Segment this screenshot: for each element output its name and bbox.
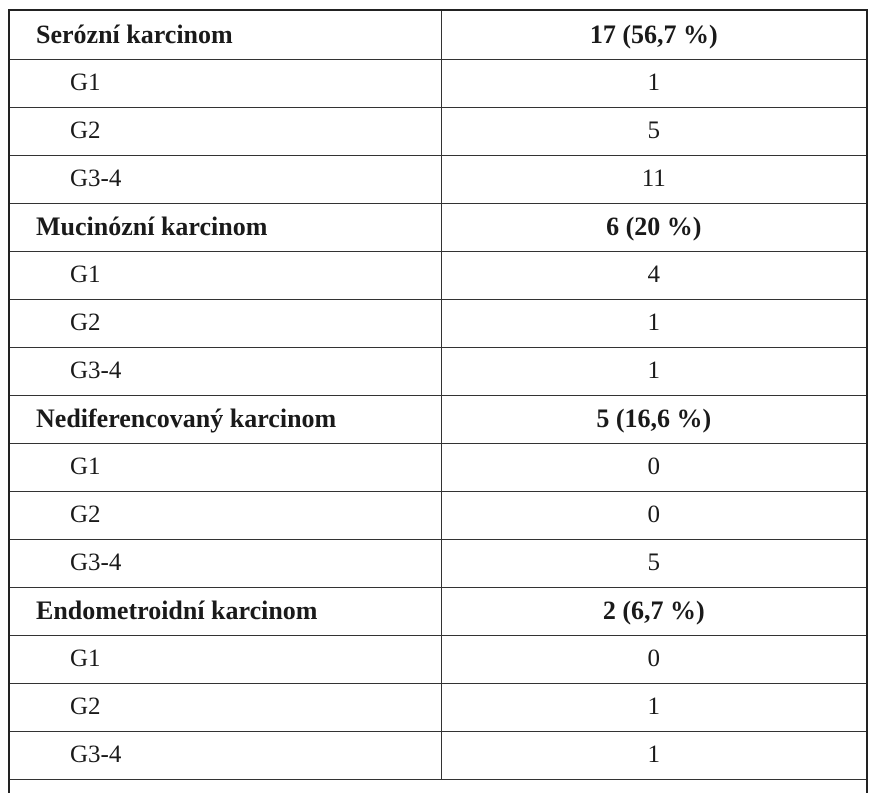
grade-count: 11 xyxy=(441,155,866,203)
table-row xyxy=(10,347,866,395)
group-row-serous xyxy=(10,11,866,59)
grade-count: 1 xyxy=(441,683,866,731)
grade-count: 1 xyxy=(441,347,866,395)
group-row-mucinous xyxy=(10,203,866,251)
table-row xyxy=(10,59,866,107)
table-row xyxy=(10,107,866,155)
table-row xyxy=(10,155,866,203)
group-name: Endometroidní karcinom xyxy=(10,587,441,635)
carcinoma-grade-table xyxy=(10,11,866,780)
grade-count: 1 xyxy=(441,59,866,107)
grade-label: G3-4 xyxy=(10,731,441,779)
grade-count: 0 xyxy=(441,491,866,539)
group-name: Serózní karcinom xyxy=(10,11,441,59)
grade-label: G2 xyxy=(10,107,441,155)
group-total: 6 (20 %) xyxy=(441,203,866,251)
grade-label: G3-4 xyxy=(10,539,441,587)
grade-count: 5 xyxy=(441,539,866,587)
group-total: 17 (56,7 %) xyxy=(441,11,866,59)
grade-count: 4 xyxy=(441,251,866,299)
grade-label: G3-4 xyxy=(10,155,441,203)
table-row xyxy=(10,491,866,539)
group-name: Nediferencovaný karcinom xyxy=(10,395,441,443)
table-row xyxy=(10,299,866,347)
grade-count: 1 xyxy=(441,299,866,347)
carcinoma-table-container xyxy=(8,9,868,793)
grade-label: G1 xyxy=(10,443,441,491)
grade-count: 5 xyxy=(441,107,866,155)
grade-count: 0 xyxy=(441,443,866,491)
group-row-undifferentiated xyxy=(10,395,866,443)
table-row xyxy=(10,443,866,491)
grade-label: G1 xyxy=(10,251,441,299)
group-name: Mucinózní karcinom xyxy=(10,203,441,251)
grade-label: G2 xyxy=(10,299,441,347)
group-total: 5 (16,6 %) xyxy=(441,395,866,443)
grade-label: G3-4 xyxy=(10,347,441,395)
grade-count: 1 xyxy=(441,731,866,779)
grade-label: G1 xyxy=(10,635,441,683)
group-total: 2 (6,7 %) xyxy=(441,587,866,635)
grade-label: G2 xyxy=(10,683,441,731)
table-row xyxy=(10,635,866,683)
group-row-endometrioid xyxy=(10,587,866,635)
grade-label: G1 xyxy=(10,59,441,107)
table-row xyxy=(10,539,866,587)
grade-count: 0 xyxy=(441,635,866,683)
table-row xyxy=(10,683,866,731)
table-row xyxy=(10,251,866,299)
table-row xyxy=(10,731,866,779)
grade-label: G2 xyxy=(10,491,441,539)
